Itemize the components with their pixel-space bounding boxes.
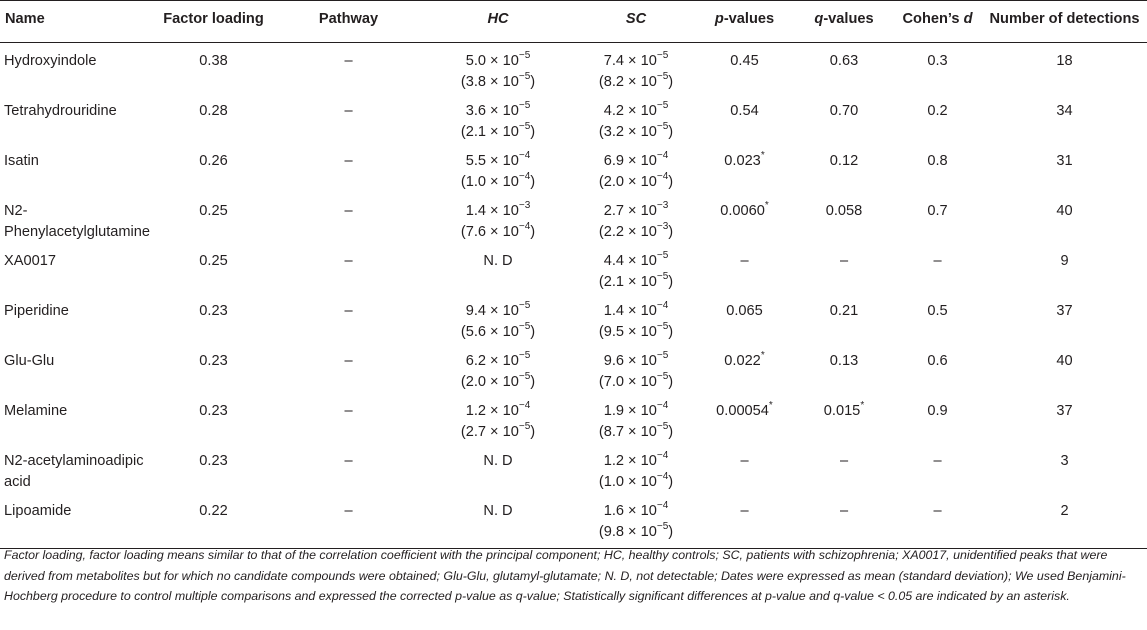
cell-q-value: [795, 93, 893, 143]
cell-cohens-d: 0.2: [927, 103, 948, 119]
hc-sd-base: (2.1 × 10: [460, 124, 519, 140]
p-value-text: 0.065: [726, 303, 763, 319]
sc-mean-exponent: −4: [656, 400, 669, 412]
table-row: [0, 193, 1147, 243]
cell-pathway: –: [344, 153, 353, 169]
sc-mean-base: 1.6 × 10: [603, 503, 657, 519]
hc-sd-exponent: −5: [518, 121, 531, 133]
cell-name: Isatin: [4, 153, 39, 169]
sc-sd-close: ): [668, 274, 674, 290]
cell-hc: [418, 243, 578, 293]
sc-sd: [578, 122, 694, 143]
cell-hc: [418, 393, 578, 443]
hc-sd-base: (3.8 × 10: [460, 74, 519, 90]
table-footnote: Factor loading, factor loading means similar to that of the correlation coefficient with the principal component; HC, healthy controls; SC, patients with schizophrenia; XA0017, unidentified peaks that were derived from metabolites but for which no candidate compounds were obtained; Glu-Glu, glutamyl-glutamate; N. D, not detectable; Dates were expressed as mean (standard deviation); We used Benjamini-Hochberg procedure to control multiple comparisons and expressed the corrected p-value as q-value; Statistically significant differences at p-value and q-value < 0.05 are indicated by an asterisk.: [4, 548, 1126, 603]
cell-cohens-d: –: [933, 453, 942, 469]
hc-sd: [418, 372, 578, 393]
p-value-text: –: [740, 253, 749, 269]
cell-hc: [418, 443, 578, 493]
cell-cohens-d: 0.9: [927, 403, 948, 419]
hc-mean: [418, 401, 578, 422]
sc-sd-close: ): [668, 124, 674, 140]
cell-hc: [418, 93, 578, 143]
q-value-text: 0.058: [825, 203, 863, 219]
p-value-text: 0.0060: [720, 203, 765, 219]
cell-factor-loading: 0.25: [199, 253, 228, 269]
cell-name: Glu-Glu: [4, 353, 55, 369]
hc-sd-close: ): [530, 124, 536, 140]
sc-sd-base: (2.2 × 10: [598, 224, 657, 240]
hc-sd: [418, 322, 578, 343]
table-row: [0, 293, 1147, 343]
cell-hc: [418, 343, 578, 393]
hc-sd-base: (2.7 × 10: [460, 424, 519, 440]
hc-sd-exponent: −5: [518, 421, 531, 433]
cell-factor-loading: 0.28: [199, 103, 228, 119]
sc-mean-exponent: −4: [656, 300, 669, 312]
sc-sd-close: ): [668, 524, 674, 540]
header-q-values: [795, 1, 893, 43]
header-p-suffix: -values: [723, 11, 775, 27]
cell-name: Melamine: [4, 403, 68, 419]
cell-sc: [578, 493, 694, 549]
sc-mean-base: 7.4 × 10: [603, 53, 657, 69]
table-header-row: [0, 1, 1147, 43]
cell-q-value: [795, 143, 893, 193]
hc-sd-exponent: −4: [518, 221, 531, 233]
sc-sd-close: ): [668, 424, 674, 440]
hc-mean-exponent: −3: [518, 200, 531, 212]
q-value-text: 0.13: [829, 353, 859, 369]
cell-p-value: [694, 93, 795, 143]
cell-name: XA0017: [4, 253, 56, 269]
cell-sc: [578, 193, 694, 243]
hc-sd: [418, 422, 578, 443]
sc-sd-close: ): [668, 224, 674, 240]
sc-mean: [578, 401, 694, 422]
hc-mean: [418, 501, 578, 522]
sc-sd-exponent: −4: [656, 171, 669, 183]
cell-detections: 3: [1060, 453, 1069, 469]
hc-sd-base: (1.0 × 10: [460, 174, 519, 190]
cell-p-value: [694, 43, 795, 94]
sc-sd-exponent: −5: [656, 121, 669, 133]
cell-pathway: –: [344, 253, 353, 269]
hc-sd-base: (5.6 × 10: [460, 324, 519, 340]
cell-detections: 31: [1056, 153, 1073, 169]
hc-mean-exponent: −5: [518, 100, 531, 112]
sc-sd-base: (9.8 × 10: [598, 524, 657, 540]
sc-mean: [578, 151, 694, 172]
cell-name: Tetrahydrouridine: [4, 103, 117, 119]
p-value-text: 0.00054: [716, 403, 769, 419]
sc-sd-close: ): [668, 324, 674, 340]
cell-pathway: –: [344, 353, 353, 369]
table-row: [0, 343, 1147, 393]
cell-cohens-d: 0.3: [927, 53, 948, 69]
hc-sd-close: ): [530, 174, 536, 190]
p-value-text: 0.54: [730, 103, 759, 119]
q-value-text: 0.015: [823, 403, 861, 419]
cell-name: Lipoamide: [0, 493, 148, 549]
cell-p-value: [694, 293, 795, 343]
cell-sc: [578, 293, 694, 343]
cell-p-value: [694, 343, 795, 393]
header-factor-loading: Factor loading: [148, 1, 279, 43]
cell-hc: [418, 43, 578, 94]
significance-asterisk: *: [764, 200, 769, 212]
cell-q-value: [795, 393, 893, 443]
significance-asterisk: *: [760, 350, 765, 362]
hc-sd-close: ): [530, 324, 536, 340]
sc-mean-exponent: −4: [656, 150, 669, 162]
sc-sd: [578, 322, 694, 343]
header-name: Name: [0, 1, 148, 43]
cell-hc: [418, 143, 578, 193]
hc-sd-base: (7.6 × 10: [460, 224, 519, 240]
header-cohens-prefix: Cohen’s: [902, 11, 960, 27]
table-row: [0, 43, 1147, 94]
cell-factor-loading: 0.23: [199, 453, 228, 469]
cell-cohens-d: 0.8: [927, 153, 948, 169]
q-value-text: 0.21: [829, 303, 859, 319]
sc-mean-base: 1.4 × 10: [603, 303, 657, 319]
sc-sd-close: ): [668, 474, 674, 490]
table-row: [0, 143, 1147, 193]
hc-sd-close: ): [530, 374, 536, 390]
hc-mean-base: 1.2 × 10: [465, 403, 519, 419]
p-value-text: –: [740, 453, 749, 469]
cell-p-value: [694, 143, 795, 193]
cell-p-value: [694, 243, 795, 293]
sc-mean-base: 9.6 × 10: [603, 353, 657, 369]
sc-sd-close: ): [668, 374, 674, 390]
sc-sd-base: (8.7 × 10: [598, 424, 657, 440]
header-p-letter: p: [714, 11, 724, 27]
hc-mean-exponent: −5: [518, 300, 531, 312]
hc-sd-exponent: −4: [518, 171, 531, 183]
sc-mean-exponent: −3: [656, 200, 669, 212]
cell-detections: 2: [982, 493, 1147, 549]
cell-cohens-d: 0.6: [927, 353, 948, 369]
cell-q-value: [795, 443, 893, 493]
hc-mean-exponent: −5: [518, 50, 531, 62]
hc-sd: [418, 122, 578, 143]
cell-p-value: [694, 393, 795, 443]
significance-asterisk: *: [768, 400, 773, 412]
sc-sd: [578, 422, 694, 443]
header-q-suffix: -values: [823, 11, 874, 27]
header-sc: SC: [578, 1, 694, 43]
cell-cohens-d: –: [933, 253, 942, 269]
sc-mean-exponent: −4: [656, 450, 669, 462]
header-cohens-d: [893, 1, 982, 43]
hc-mean-base: N. D: [483, 503, 513, 519]
sc-mean: [578, 301, 694, 322]
q-value-text: –: [839, 453, 849, 469]
cell-name: Hydroxyindole: [4, 53, 97, 69]
p-value-text: 0.022: [724, 353, 761, 369]
hc-mean: [418, 201, 578, 222]
sc-mean-exponent: −4: [656, 500, 669, 512]
cell-hc: [418, 293, 578, 343]
cell-q-value: [795, 493, 893, 549]
cell-p-value: [694, 493, 795, 549]
sc-sd-close: ): [668, 74, 674, 90]
sc-mean-base: 6.9 × 10: [603, 153, 657, 169]
table-row: [0, 93, 1147, 143]
sc-mean-exponent: −5: [656, 250, 669, 262]
sc-mean-base: 2.7 × 10: [603, 203, 657, 219]
q-value-text: 0.70: [829, 103, 859, 119]
cell-cohens-d: 0.7: [927, 203, 948, 219]
p-value-text: 0.023: [724, 153, 761, 169]
hc-sd-exponent: −5: [518, 71, 531, 83]
cell-factor-loading: 0.23: [199, 353, 228, 369]
sc-sd-exponent: −4: [656, 471, 669, 483]
header-detections: Number of detections: [982, 1, 1147, 43]
sc-sd-base: (2.0 × 10: [598, 174, 657, 190]
sc-mean: [578, 501, 694, 522]
sc-mean: [578, 101, 694, 122]
hc-mean: [418, 301, 578, 322]
header-cohens-letter: d: [963, 11, 973, 27]
cell-pathway: –: [279, 493, 418, 549]
sc-sd-exponent: −5: [656, 421, 669, 433]
hc-mean-base: 5.5 × 10: [465, 153, 519, 169]
hc-sd-exponent: −5: [518, 321, 531, 333]
q-value-text: 0.12: [829, 153, 859, 169]
sc-sd: [578, 172, 694, 193]
hc-mean-exponent: −4: [518, 400, 531, 412]
table-row: [0, 443, 1147, 493]
cell-detections: 18: [1056, 53, 1073, 69]
hc-sd-close: ): [530, 424, 536, 440]
cell-q-value: [795, 293, 893, 343]
header-p-values: [694, 1, 795, 43]
cell-pathway: –: [344, 103, 353, 119]
cell-name: Piperidine: [4, 303, 69, 319]
q-value-text: 0.63: [829, 53, 859, 69]
cell-factor-loading: 0.23: [199, 303, 228, 319]
cell-detections: 34: [1056, 103, 1073, 119]
hc-mean-base: 9.4 × 10: [465, 303, 519, 319]
cell-name: N2-acetylaminoadipic acid: [4, 453, 144, 490]
sc-mean: [578, 201, 694, 222]
cell-pathway: –: [344, 303, 353, 319]
hc-mean-exponent: −4: [518, 150, 531, 162]
table-row: [0, 243, 1147, 293]
sc-sd: [578, 222, 694, 243]
hc-sd-base: (2.0 × 10: [460, 374, 519, 390]
cell-detections: 9: [1060, 253, 1069, 269]
sc-sd-exponent: −3: [656, 221, 669, 233]
significance-asterisk: *: [860, 400, 865, 412]
cell-detections: 37: [1056, 403, 1073, 419]
cell-cohens-d: 0.5: [927, 303, 948, 319]
cell-sc: [578, 143, 694, 193]
hc-mean: [418, 251, 578, 272]
hc-sd-exponent: −5: [518, 371, 531, 383]
cell-q-value: [795, 243, 893, 293]
sc-sd-exponent: −5: [656, 521, 669, 533]
cell-p-value: [694, 193, 795, 243]
hc-mean-exponent: −5: [518, 350, 531, 362]
hc-mean-base: 1.4 × 10: [465, 203, 519, 219]
cell-detections: 37: [1056, 303, 1073, 319]
cell-pathway: –: [344, 203, 353, 219]
hc-mean: [418, 101, 578, 122]
hc-sd: [418, 172, 578, 193]
cell-factor-loading: 0.25: [199, 203, 228, 219]
sc-mean-exponent: −5: [656, 50, 669, 62]
cell-q-value: [795, 43, 893, 94]
cell-sc: [578, 243, 694, 293]
sc-sd-exponent: −5: [656, 321, 669, 333]
cell-pathway: –: [344, 403, 353, 419]
sc-mean: [578, 451, 694, 472]
cell-sc: [578, 443, 694, 493]
sc-sd-close: ): [668, 174, 674, 190]
cell-hc: [418, 493, 578, 549]
sc-sd-base: (7.0 × 10: [598, 374, 657, 390]
hc-mean: [418, 51, 578, 72]
hc-sd: [418, 222, 578, 243]
cell-detections: 40: [1056, 353, 1073, 369]
cell-q-value: [795, 343, 893, 393]
hc-sd: [418, 72, 578, 93]
header-hc: HC: [418, 1, 578, 43]
sc-mean: [578, 51, 694, 72]
sc-sd: [578, 372, 694, 393]
hc-sd-close: ): [530, 74, 536, 90]
table-row: [0, 393, 1147, 443]
hc-mean: [418, 451, 578, 472]
cell-sc: [578, 43, 694, 94]
sc-sd: [578, 472, 694, 493]
sc-mean-base: 4.4 × 10: [603, 253, 657, 269]
cell-pathway: –: [344, 53, 353, 69]
sc-mean-exponent: −5: [656, 100, 669, 112]
sc-mean-exponent: −5: [656, 350, 669, 362]
cell-sc: [578, 93, 694, 143]
cell-q-value: [795, 193, 893, 243]
sc-mean-base: 1.9 × 10: [603, 403, 657, 419]
hc-sd-close: ): [530, 224, 536, 240]
p-value-text: 0.45: [730, 53, 759, 69]
sc-mean-base: 4.2 × 10: [603, 103, 657, 119]
cell-sc: [578, 393, 694, 443]
hc-mean-base: 3.6 × 10: [465, 103, 519, 119]
sc-mean: [578, 351, 694, 372]
header-pathway: Pathway: [279, 1, 418, 43]
hc-mean: [418, 351, 578, 372]
sc-sd: [578, 522, 694, 543]
sc-sd-exponent: −5: [656, 71, 669, 83]
sc-sd-base: (1.0 × 10: [598, 474, 657, 490]
sc-mean-base: 1.2 × 10: [603, 453, 657, 469]
hc-mean-base: N. D: [483, 453, 513, 469]
sc-sd-exponent: −5: [656, 271, 669, 283]
sc-sd-base: (3.2 × 10: [598, 124, 657, 140]
cell-factor-loading: 0.38: [199, 53, 228, 69]
cell-name: N2-Phenylacetylglutamine: [4, 203, 151, 240]
hc-mean: [418, 151, 578, 172]
sc-sd: [578, 272, 694, 293]
sc-sd: [578, 72, 694, 93]
p-value-text: –: [740, 503, 749, 519]
cell-factor-loading: 0.26: [199, 153, 228, 169]
cell-hc: [418, 193, 578, 243]
sc-sd-base: (9.5 × 10: [598, 324, 657, 340]
q-value-text: –: [839, 503, 849, 519]
significance-asterisk: *: [760, 150, 765, 162]
sc-sd-exponent: −5: [656, 371, 669, 383]
cell-factor-loading: 0.23: [199, 403, 228, 419]
cell-detections: 40: [1056, 203, 1073, 219]
cell-pathway: –: [344, 453, 353, 469]
header-q-letter: q: [814, 11, 824, 27]
cell-factor-loading: 0.22: [148, 493, 279, 549]
table-body: [0, 43, 1147, 549]
table-row: [0, 493, 1147, 549]
sc-mean: [578, 251, 694, 272]
q-value-text: –: [839, 253, 849, 269]
hc-mean-base: N. D: [483, 253, 513, 269]
hc-mean-base: 6.2 × 10: [465, 353, 519, 369]
cell-sc: [578, 343, 694, 393]
cell-cohens-d: –: [893, 493, 982, 549]
sc-sd-base: (2.1 × 10: [598, 274, 657, 290]
cell-p-value: [694, 443, 795, 493]
sc-sd-base: (8.2 × 10: [598, 74, 657, 90]
hc-mean-base: 5.0 × 10: [465, 53, 519, 69]
